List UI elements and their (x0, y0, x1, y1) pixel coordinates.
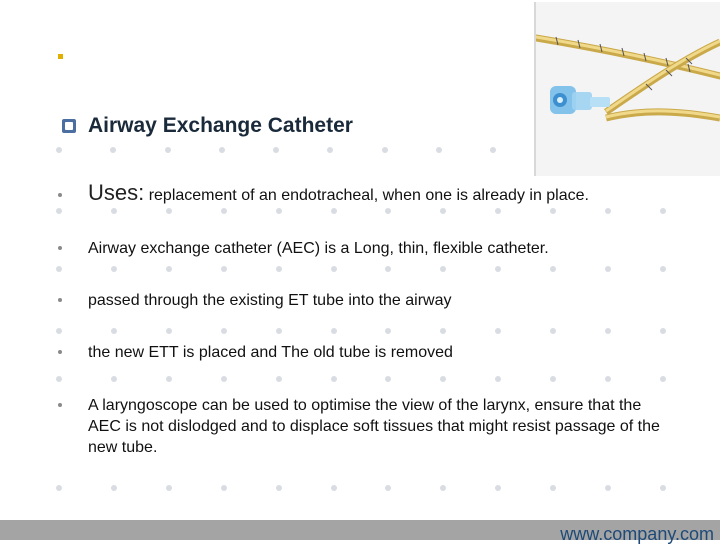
dot-divider (56, 266, 666, 274)
accent-marker (58, 54, 63, 59)
dot-divider (56, 147, 496, 155)
checkbox-square-icon (62, 119, 76, 133)
bullet-text: A laryngoscope can be used to optimise the view of the larynx, ensure that the AEC is not dislodged and to displace soft tissues that might resist passage of the new tube. (88, 397, 660, 456)
bullet-text: passed through the existing ET tube into the airway (88, 292, 452, 309)
uses-label: Uses: (88, 180, 145, 205)
slide-title: Airway Exchange Catheter (88, 114, 353, 137)
bullet-dot (58, 298, 62, 302)
catheter-illustration (536, 2, 720, 176)
uses-bullet (58, 182, 678, 206)
dot-divider (56, 485, 666, 493)
list-item (58, 395, 668, 458)
dot-divider (56, 376, 666, 384)
catheter-photo (534, 2, 720, 176)
bullet-dot (58, 193, 62, 197)
slide-title-row (62, 112, 353, 140)
list-item (58, 342, 678, 363)
list-item (58, 290, 678, 311)
bullet-dot (58, 403, 62, 407)
bullet-text: Airway exchange catheter (AEC) is a Long, thin, flexible catheter. (88, 240, 549, 257)
dot-divider (56, 208, 666, 216)
footer-url: www.company.com (560, 524, 714, 544)
bullet-dot (58, 246, 62, 250)
bullet-text: the new ETT is placed and The old tube is removed (88, 344, 453, 361)
uses-description: replacement of an endotracheal, when one is already in place. (144, 187, 589, 204)
bullet-dot (58, 350, 62, 354)
list-item (58, 238, 678, 259)
dot-divider (56, 328, 666, 336)
